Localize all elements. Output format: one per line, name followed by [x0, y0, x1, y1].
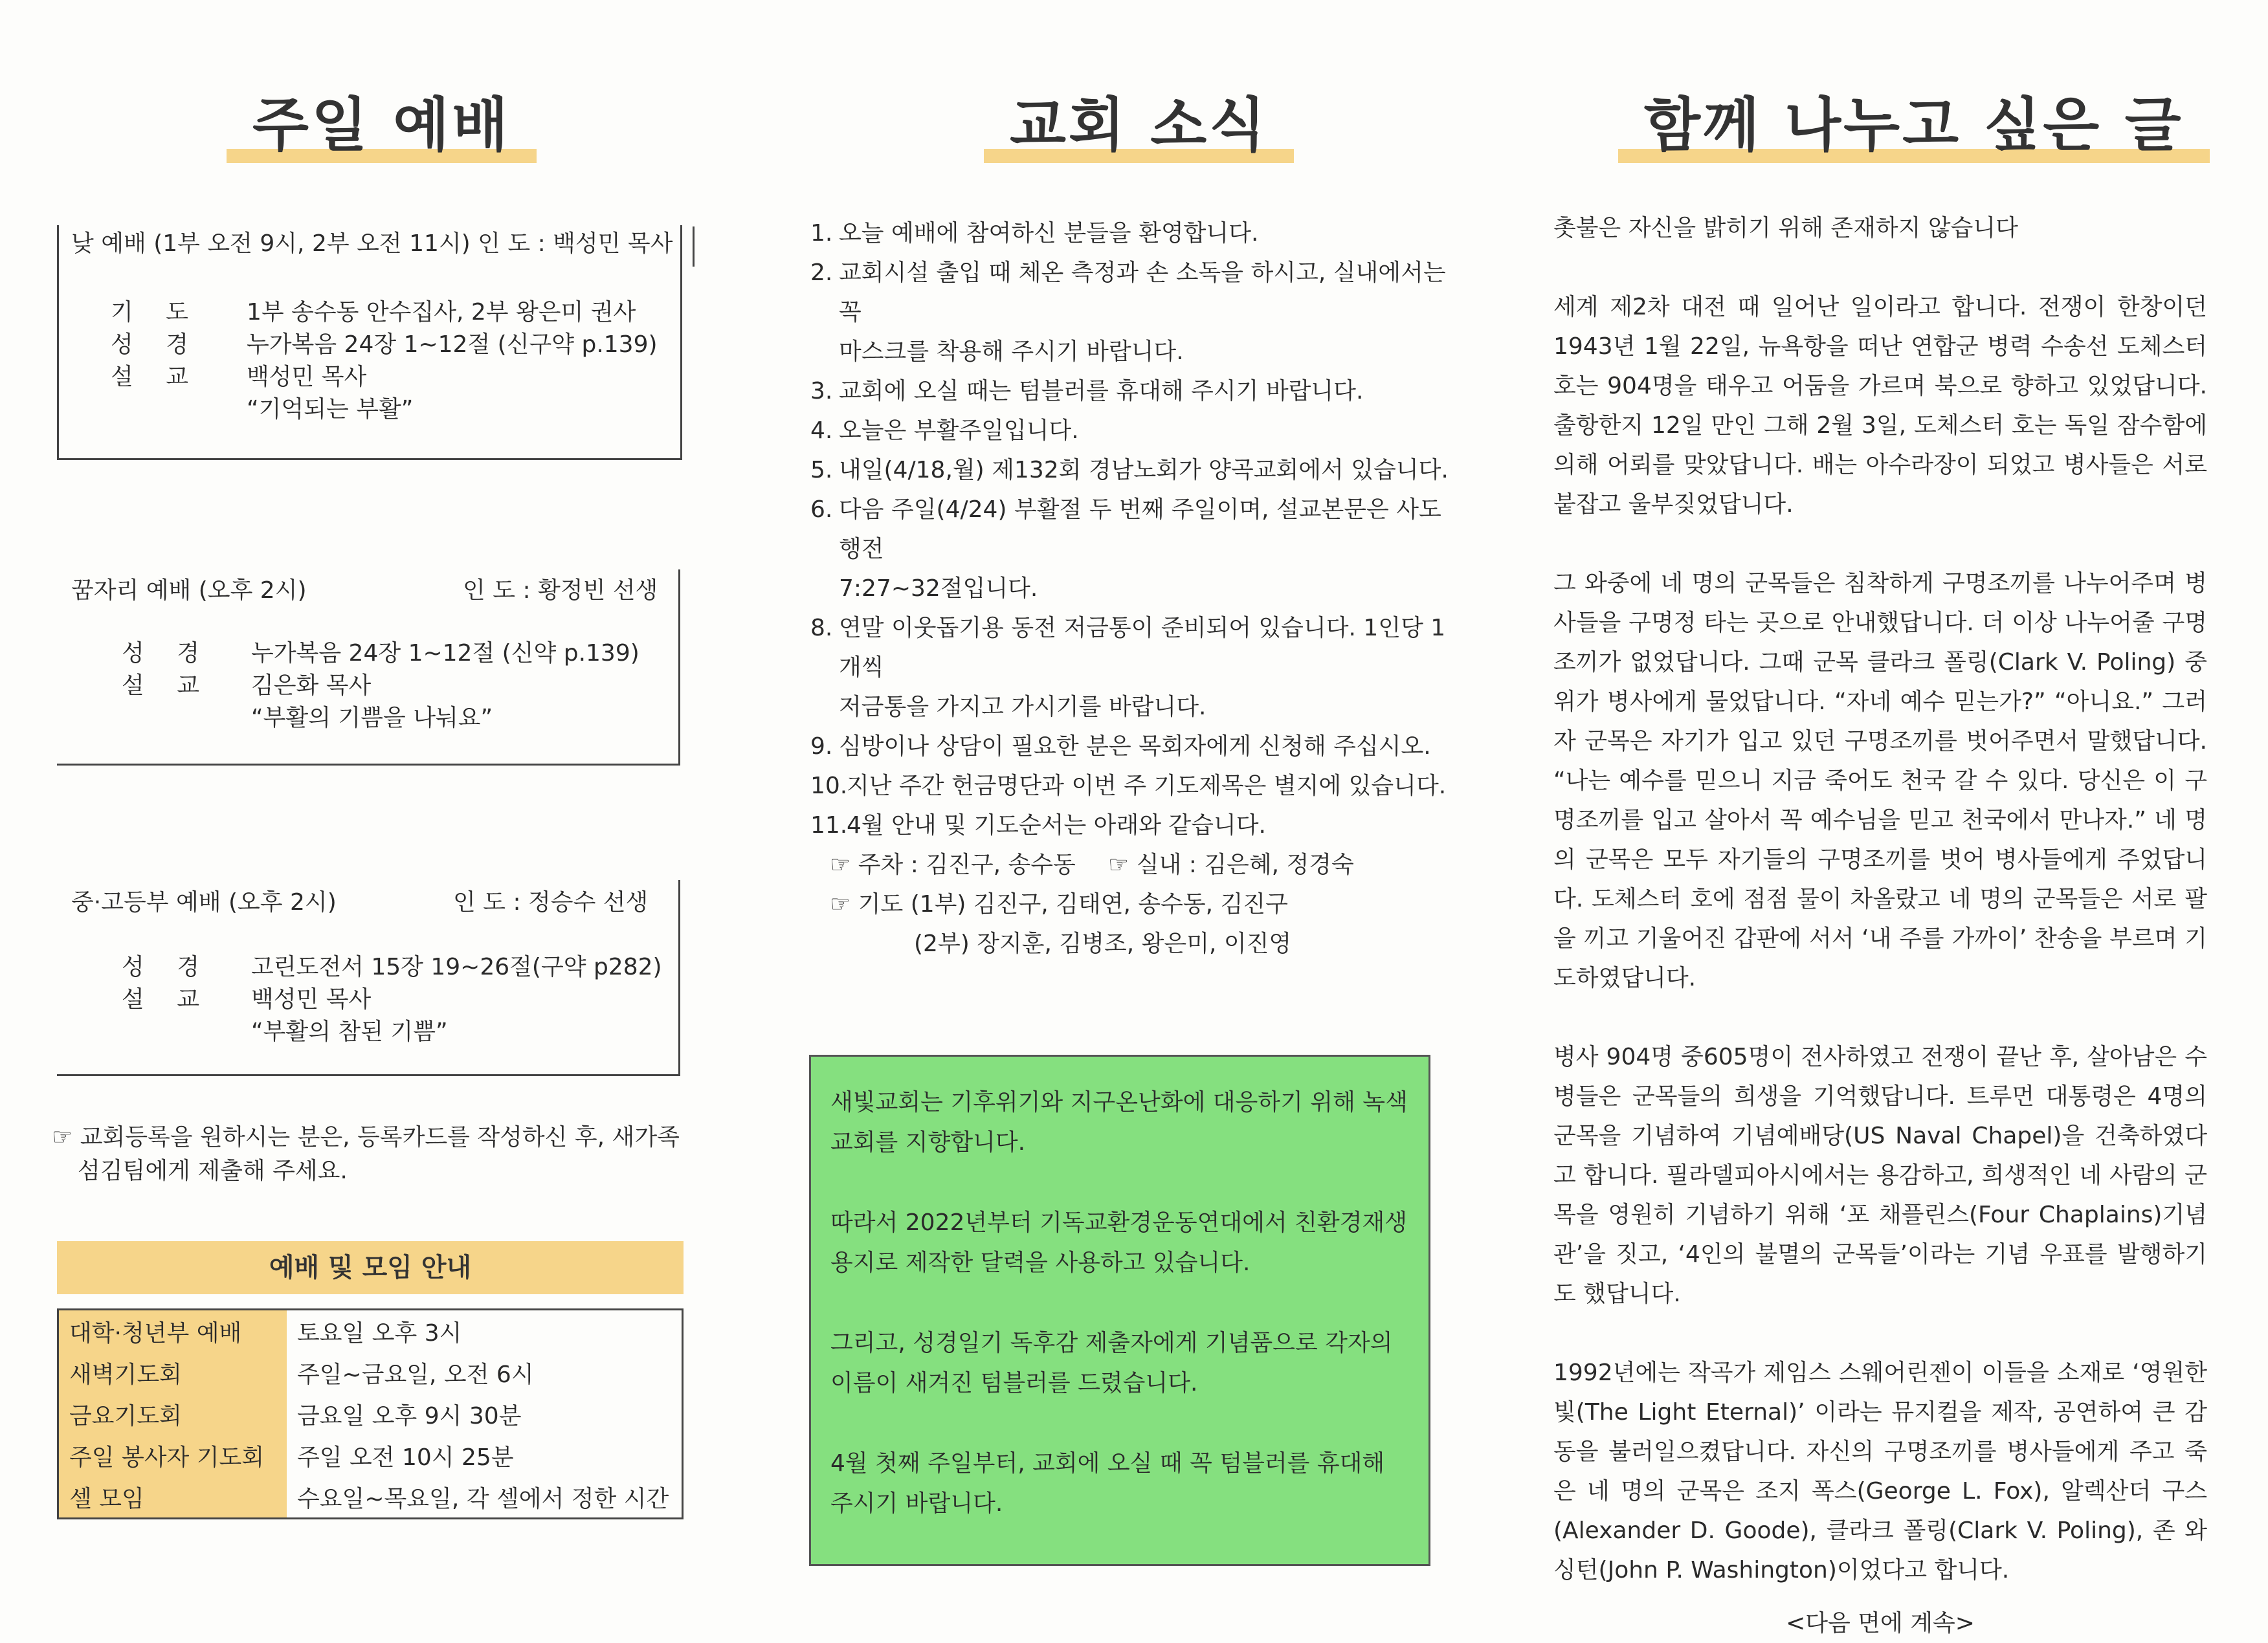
prayer-line-2: (2부) 장지훈, 김병조, 왕은미, 이진영 [914, 931, 1292, 957]
row-value: 김은화 목사 [251, 672, 372, 699]
item-number: 2. [810, 259, 833, 286]
row-label: 성 경 [122, 640, 199, 667]
row-label: 설 교 [122, 986, 199, 1013]
schedule-heading: 예배 및 모임 안내 [57, 1241, 684, 1294]
schedule-name: 셀 모임 [58, 1476, 287, 1519]
item-number: 4. [810, 417, 833, 444]
row-value: 백성민 목사 [247, 364, 367, 390]
news-list [810, 214, 1458, 964]
item-text: 교회시설 출입 때 체온 측정과 손 소독을 하시고, 실내에서는 꼭 [839, 259, 1446, 325]
essay-paragraph: 그 와중에 네 명의 군목들은 침착하게 구명조끼를 나누어주며 병사들을 구명정 타는 곳으로 안내했답니다. 더 이상 나누어줄 구명조끼가 없었답니다. 그때 군목 클라크 폴링(Clark V. Poling) 중위가 병사에게 물었답니다. “자네 예수 믿는가?” “아니요.” 그러자 군목은 자기가 입고 있던 구명조끼를 벗어주면서 말했답니다. “나는 예수를 믿으니 지금 죽어도 천국 갈 수 있다. 당신은 이 구명조끼를 입고 살아서 꼭 예수님을 믿고 천국에서 만나자.” 네 명의 군목은 모두 자기들의 구명조끼를 벗어 병사들에게 주었답니다. 도체스터 호에 점점 물이 차올랐고 네 명의 군목들은 서로 팔을 끼고 기울어진 갑판에 서서 ‘내 주를 가까이’ 찬송을 부르며 기도하였답니다. [1553, 570, 2208, 991]
row-label: 성 경 [122, 954, 199, 980]
indoor-duty: ☞ 실내 : 김은혜, 정경숙 [1108, 852, 1354, 878]
list-item [810, 411, 1458, 450]
schedule-name: 새벽기도회 [58, 1352, 287, 1393]
section-heading-church-news: 교회 소식 [984, 78, 1294, 162]
section-heading-sunday-worship: 주일 예배 [227, 78, 537, 162]
youth-service-title: 중·고등부 예배 (오후 2시) [71, 889, 337, 916]
item-number: 3. [810, 378, 833, 404]
schedule-table [57, 1308, 684, 1519]
green-paragraph: 그리고, 성경일기 독후감 제출자에게 기념품으로 각자의 이름이 새겨진 텀블러를 드렸습니다. [830, 1330, 1393, 1396]
table-row [58, 1393, 683, 1435]
item-text: 저금통을 가지고 가시기를 바랍니다. [839, 694, 1206, 720]
item-number: 1. [810, 220, 833, 247]
item-text: 7:27~32절입니다. [839, 575, 1038, 602]
item-text: 4월 안내 및 기도순서는 아래와 같습니다. [847, 812, 1266, 839]
row-value: 누가복음 24장 1~12절 (신구약 p.139) [247, 331, 658, 358]
continued-note: <다음 면에 계속> [1786, 1610, 1975, 1637]
youth-service-leader: 인 도 : 정승수 선생 [453, 889, 649, 916]
item-text: 내일(4/18,월) 제132회 경남노회가 양곡교회에서 있습니다. [839, 457, 1449, 483]
item-text: 심방이나 상담이 필요한 분은 목회자에게 신청해 주십시오. [839, 733, 1431, 760]
registration-notice-line2: 섬김팀에게 제출해 주세요. [78, 1158, 348, 1184]
list-item [810, 608, 1458, 727]
youth-service-box [57, 880, 680, 1076]
schedule-time: 주일~금요일, 오전 6시 [287, 1352, 683, 1393]
essay-title: 촛불은 자신을 밝히기 위해 존재하지 않습니다 [1553, 215, 2018, 241]
schedule-name: 주일 봉사자 기도회 [58, 1435, 287, 1476]
item-number: 11. [810, 812, 848, 839]
table-row [58, 1310, 683, 1352]
row-label: 설 교 [122, 672, 199, 699]
list-item [810, 490, 1458, 608]
box-edge [693, 226, 695, 267]
item-text: 오늘은 부활주일입니다. [839, 417, 1079, 444]
item-text: 마스크를 착용해 주시기 바랍니다. [839, 338, 1184, 365]
day-service-box [57, 225, 682, 460]
item-number: 6. [810, 496, 833, 523]
item-text: 지난 주간 헌금명단과 이번 주 기도제목은 별지에 있습니다. [847, 773, 1447, 799]
table-row [58, 1435, 683, 1476]
item-text: 다음 주일(4/24) 부활절 두 번째 주일이며, 설교본문은 사도행전 [839, 496, 1441, 562]
row-value: 1부 송수동 안수집사, 2부 왕은미 권사 [247, 299, 636, 325]
essay-paragraph: 세계 제2차 대전 때 일어난 일이라고 합니다. 전쟁이 한창이던 1943년 1월 22일, 뉴욕항을 떠난 연합군 병력 수송선 도체스터 호는 904명을 태우고 어둠을 가르며 북으로 향하고 있었답니다. 출항한지 12일 만인 그해 2월 3일, 도체스터 호는 독일 잠수함에 의해 어뢰를 맞았답니다. 배는 아수라장이 되었고 병사들은 서로 붙잡고 울부짖었답니다. [1553, 294, 2207, 518]
row-value: 누가복음 24장 1~12절 (신약 p.139) [251, 640, 639, 667]
schedule-time: 토요일 오후 3시 [287, 1310, 683, 1352]
essay-paragraph: 1992년에는 작곡가 제임스 스웨어린젠이 이들을 소재로 ‘영원한 빛(The Light Eternal)’ 이라는 뮤지컬을 제작, 공연하여 큰 감동을 불러일으켰답니다. 자신의 구명조끼를 병사들에게 주고 죽은 네 명의 군목은 조지 폭스(George L. Fox), 알렉산더 구스(Alexander D. Goode), 클라크 폴링(Clark V. Poling), 존 와싱턴(John P. Washington)이었다고 합니다. [1553, 1360, 2207, 1583]
list-item [810, 450, 1458, 490]
row-value: 고린도전서 15장 19~26절(구약 p282) [251, 954, 662, 980]
row-label: 성 경 [111, 331, 188, 358]
kids-service-leader: 인 도 : 황정빈 선생 [463, 577, 658, 604]
essay-paragraph: 병사 904명 중605명이 전사하였고 전쟁이 끝난 후, 살아남은 수병들은 군목들의 희생을 기억했답니다. 트루먼 대통령은 4명의 군목을 기념하여 기념예배당(US Naval Chapel)을 건축하였다고 합니다. 필라델피아시에서는 용감하고, 희생적인 네 사람의 군목을 영원히 기념하기 위해 ‘포 채플린스(Four Chaplains)기념관’을 짓고, ‘4인의 불멸의 군목들’이라는 기념 우표를 발행하기도 했답니다. [1553, 1044, 2207, 1307]
list-item [810, 727, 1458, 766]
kids-service-title: 꿈자리 예배 (오후 2시) [71, 577, 307, 604]
table-row [58, 1476, 683, 1519]
table-row [58, 1352, 683, 1393]
row-value: “부활의 기쁨을 나눠요” [251, 705, 493, 731]
green-paragraph: 새빛교회는 기후위기와 지구온난화에 대응하기 위해 녹색교회를 지향합니다. [830, 1089, 1408, 1156]
row-label: 기 도 [111, 299, 188, 325]
row-label: 설 교 [111, 364, 188, 390]
list-item [810, 214, 1458, 253]
parking-duty: ☞ 주차 : 김진구, 송수동 [830, 852, 1076, 878]
heading-wrap-sunday [227, 78, 537, 162]
schedule-name: 대학·청년부 예배 [58, 1310, 287, 1352]
heading-wrap-sharing [1618, 78, 2210, 162]
list-item [810, 253, 1458, 371]
prayer-line-1: ☞ 기도 (1부) 김진구, 김태연, 송수동, 김진구 [830, 891, 1288, 918]
schedule-time: 수요일~목요일, 각 셀에서 정한 시간 [287, 1476, 683, 1519]
green-paragraph: 따라서 2022년부터 기독교환경운동연대에서 친환경재생용지로 제작한 달력을 사용하고 있습니다. [830, 1209, 1408, 1276]
schedule-time: 금요일 오후 9시 30분 [287, 1393, 683, 1435]
essay [1553, 208, 2207, 1643]
schedule-time: 주일 오전 10시 25분 [287, 1435, 683, 1476]
row-value: “기억되는 부활” [247, 396, 414, 423]
list-item [810, 806, 1458, 845]
day-service-title: 낮 예배 (1부 오전 9시, 2부 오전 11시) 인 도 : 백성민 목사 [71, 230, 673, 257]
item-text: 오늘 예배에 참여하신 분들을 환영합니다. [839, 220, 1259, 247]
item-number: 9. [810, 733, 833, 760]
green-paragraph: 4월 첫째 주일부터, 교회에 오실 때 꼭 텀블러를 휴대해 주시기 바랍니다. [830, 1450, 1385, 1517]
row-value: “부활의 참된 기쁨” [251, 1019, 448, 1045]
item-text: 교회에 오실 때는 텀블러를 휴대해 주시기 바랍니다. [839, 378, 1364, 404]
list-item [810, 766, 1458, 806]
item-text: 연말 이웃돕기용 동전 저금통이 준비되어 있습니다. 1인당 1개씩 [839, 615, 1446, 681]
section-heading-sharing: 함께 나누고 싶은 글 [1618, 78, 2210, 162]
registration-notice-line1: ☞ 교회등록을 원하시는 분은, 등록카드를 작성하신 후, 새가족 [52, 1124, 680, 1151]
heading-wrap-news [984, 78, 1294, 162]
item-number: 5. [810, 457, 833, 483]
green-church-notice [809, 1055, 1430, 1566]
row-value: 백성민 목사 [251, 986, 372, 1013]
schedule-name: 금요기도회 [58, 1393, 287, 1435]
item-number: 8. [810, 615, 833, 641]
kids-service-box [57, 569, 680, 766]
duty-line [810, 845, 1458, 885]
item-number: 10. [810, 773, 848, 799]
list-item [810, 371, 1458, 411]
